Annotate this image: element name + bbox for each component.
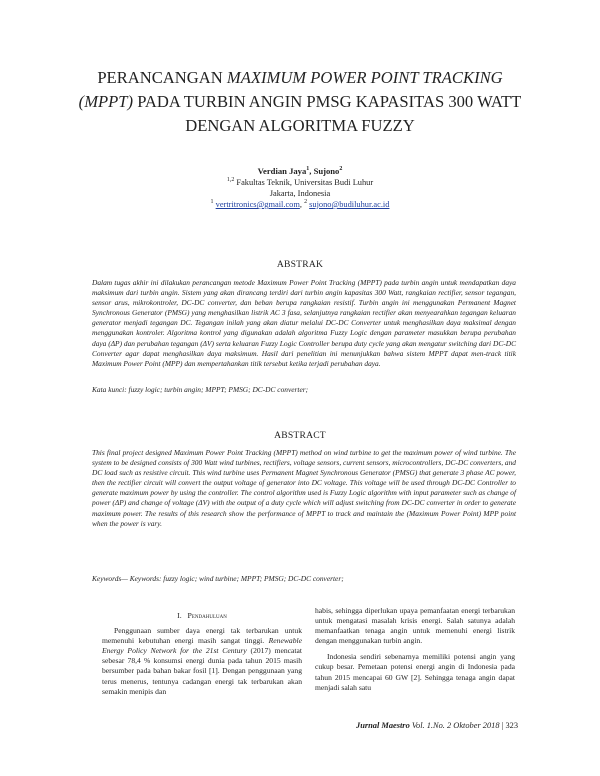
paper-title	[70, 66, 530, 138]
title-text-2: PADA TURBIN ANGIN PMSG KAPASITAS 300 WATT DENGAN ALGORITMA FUZZY	[133, 92, 522, 135]
intro-paragraph-1: Penggunaan sumber daya energi tak terbarukan untuk memenuhi kebutuhan energi masih sangat tinggi. Renewable Energy Policy Network for the 21st Century (2017) mencatat sebesar 78,4 % konsumsi energi dunia pada tahun 2015 masih bersumber pada bahan bakar fosil [1]. Dengan penggunaan yang terus menerus, tentunya cadangan energi tak terbarukan akan semakin menipis dan	[102, 626, 302, 696]
section-heading: I. Pendahuluan	[177, 611, 227, 620]
abstract-keywords: Keywords— Keywords: fuzzy logic; wind turbine; MPPT; PMSG; DC-DC converter;	[92, 574, 344, 583]
right-column	[315, 606, 515, 699]
affiliation: $^{1,2}$ Fakultas Teknik, Universitas Budi Luhur	[226, 177, 374, 187]
affiliation-city: Jakarta, Indonesia	[269, 189, 331, 198]
author-names: Verdian Jaya$^1$, Sujono$^2$	[257, 166, 343, 176]
abstrak-text: Dalam tugas akhir ini dilakukan perancangan metode Maximum Power Point Tracking (MPPT) pada turbin angin untuk mendapatkan daya maksimum dari turbin angin. Sistem yang akan dirancang terdiri dari turbin angin kapasitas 300 Watt, rangkaian rectifier, sensor tegangan, sensor arus, mikrokontroler, DC-DC converter, dan beban berupa rangkaian resistif. Turbin angin ini menggunakan Permanent Magnet Synchronous Generator (PMSG) yang menghasilkan listrik AC 3 fasa, selanjutnya rangkaian rectifier akan menyearahkan tegangan keluaran generator menjadi tegangan DC. Tegangan inilah yang akan diatur melalui DC-DC Converter untuk menghasilkan daya maksimal dengan menggunakan kontroler. Algoritma kontrol yang digunakan adalah algoritma Fuzzy Logic dengan parameter masukkan berupa perubahan daya (ΔP) dan perubahan tegangan (ΔV) serta keluaran Fuzzy Logic Controller berupa duty cycle yang akan mengatur switching dari DC-DC Converter agar dapat menghasilkan daya maksimum. Hasil dari penelitian ini menunjukkan bahwa sistem MPPT dapat men-track titik Maximum Power Point (MPP) dan mempertahankan titik tersebut ketika terjadi perubahan daya.	[92, 278, 516, 368]
abstract-heading: ABSTRACT	[274, 430, 326, 441]
page-number: 323	[505, 721, 518, 730]
page-footer: Jurnal Maestro Vol. 1.No. 2 Oktober 2018 | 323	[356, 721, 518, 730]
abstract-text: This final project designed Maximum Power Point Tracking (MPPT) method on wind turbine to get the maximum power of wind turbine. The system to be designed consists of 300 Watt wind turbines, rectifiers, voltage sensors, current sensors, microcontrollers, DC-DC converters, and DC load such as resistive circuit. This wind turbine uses Permanent Magnet Synchronous Generator (PMSG) that generate 3 phase AC power, then the rectifier circuit will convert the output voltage of generator into DC voltage. This voltage will be used through DC-DC Controller to generate maximum power by using the controller. The control algorithm used is Fuzzy Logic algorithm with input parameter such as change of power (ΔP) and change of voltage (ΔV) with the output of a duty cycle which will adjust switching from DC-DC converter in order to generate maximum power. The results of this research show the performance of MPPT to track and maintain the (Maximum Power Point) MPP point when the power is vary.	[92, 448, 516, 528]
left-column	[102, 611, 302, 703]
author-block	[0, 166, 600, 210]
intro-paragraph-1-cont: habis, sehingga diperlukan upaya pemanfaatan energi terbarukan untuk mengatasi masalah krisis energi. Salah satunya adalah memanfaatkan tenaga angin untuk memenuhi energi listrik dengan menggunakan turbin angin.	[315, 606, 515, 646]
abstrak-heading: ABSTRAK	[276, 259, 324, 270]
author-emails: $^1$ vertritronics@gmail.com, $^2$ sujono@budiluhur.ac.id	[210, 199, 390, 209]
email-link-2[interactable]: sujono@budiluhur.ac.id	[309, 200, 390, 209]
title-text-1: PERANCANGAN	[97, 68, 227, 87]
intro-paragraph-2: Indonesia sendiri sebenarnya memiliki potensi angin yang cukup besar. Pemetaan potensi energi angin di Indonesia pada tahun 2015 mencapai 60 GW [2]. Sehingga tenaga angin dapat menjadi salah satu	[315, 652, 515, 692]
email-link-1[interactable]: vertritronics@gmail.com	[215, 200, 300, 209]
title-text-italic: MAXIMUM POWER POINT TRACKING (MPPT)	[78, 68, 503, 111]
abstrak-keywords: Kata kunci: fuzzy logic; turbin angin; MPPT; PMSG; DC-DC converter;	[92, 385, 309, 394]
